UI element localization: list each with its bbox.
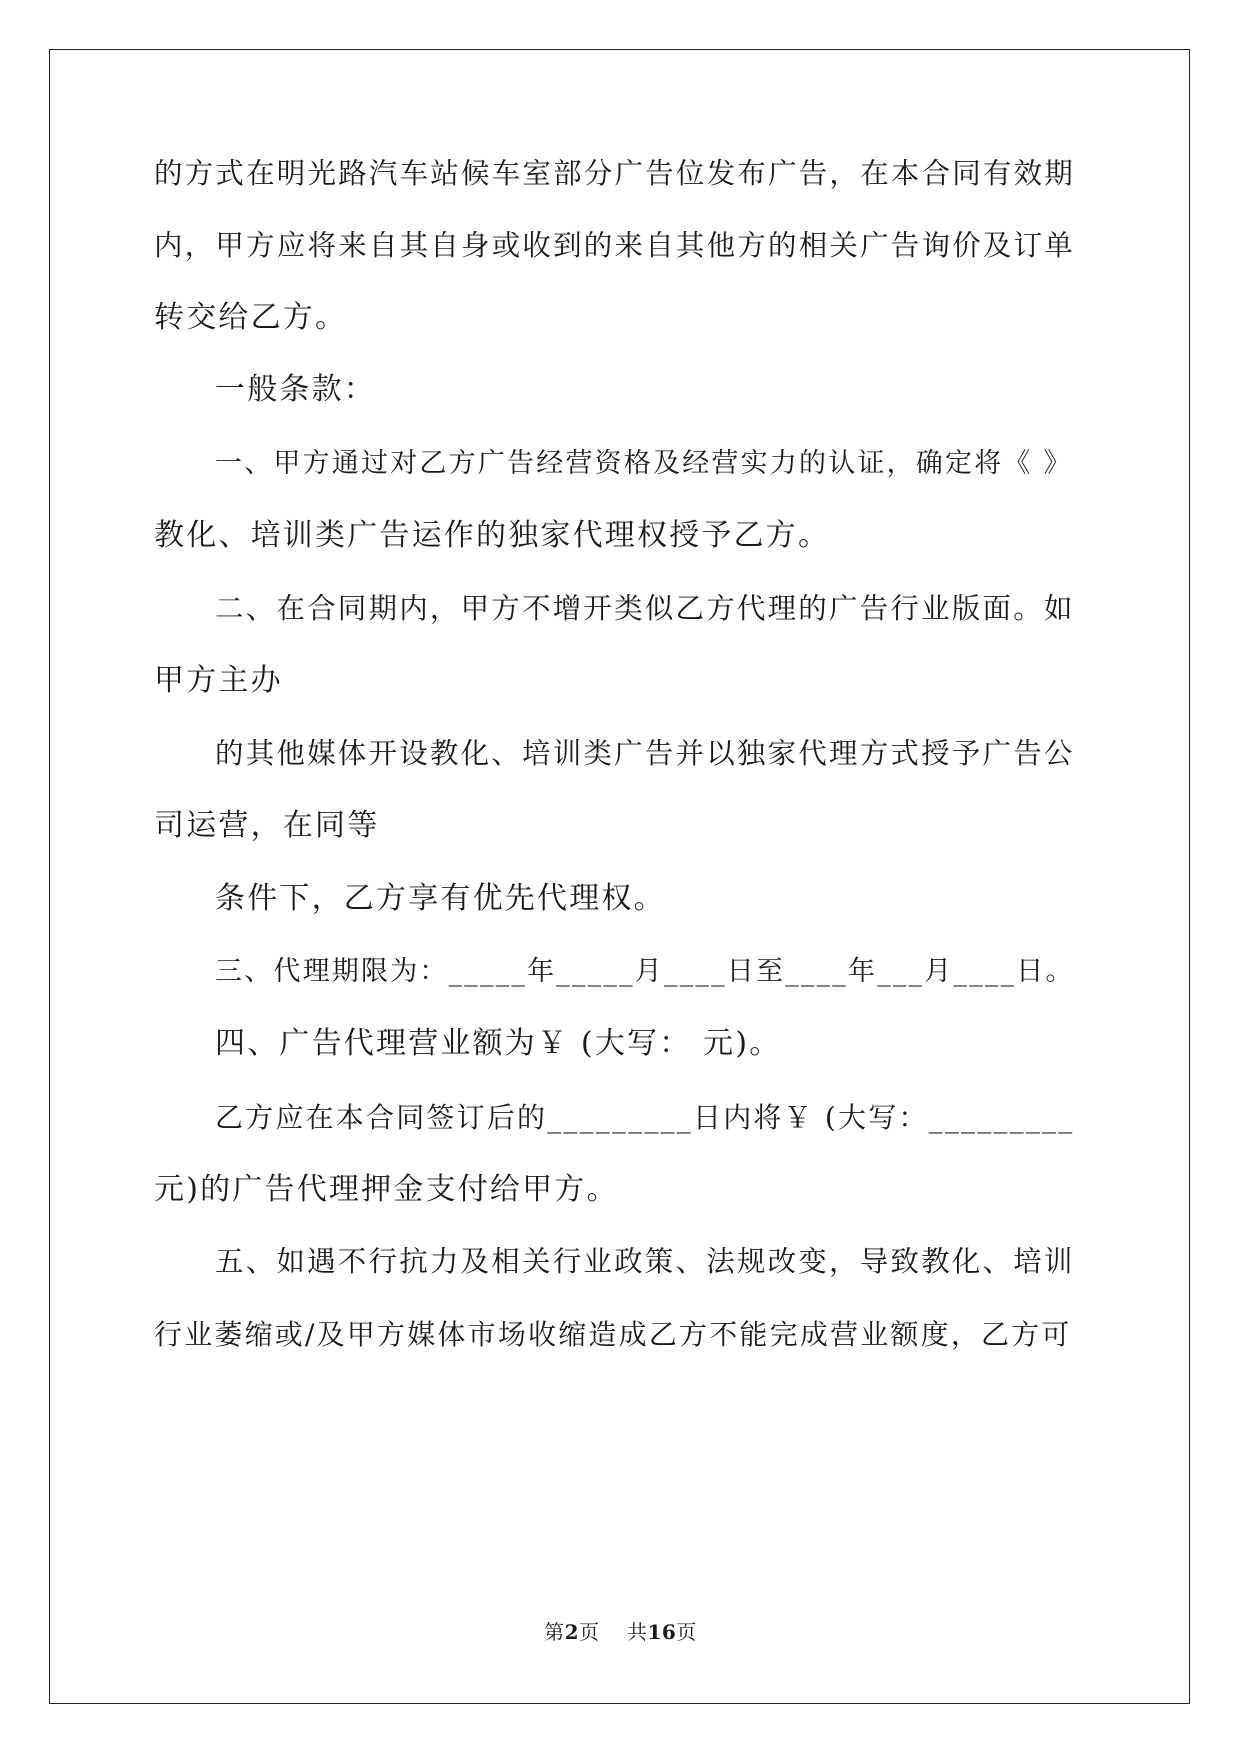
clause-5-line-1: 五、如遇不行抗力及相关行业政策、法规改变，导致教化、培训	[215, 1245, 1075, 1278]
body-line-1: 的方式在明光路汽车站候车室部分广告位发布广告，在本合同有效期	[154, 157, 1076, 190]
footer-total-suffix: 页	[676, 1620, 697, 1644]
page-footer	[0, 1620, 1241, 1644]
footer-prefix: 第	[544, 1620, 565, 1644]
footer-page-suffix: 页	[579, 1620, 600, 1644]
clause-2-line-5: 条件下，乙方享有优先代理权。	[215, 881, 666, 916]
footer-total-pages: 16	[647, 1620, 677, 1644]
deposit-line-1: 乙方应在本合同签订后的_________日内将￥ (大写：_________	[215, 1101, 1075, 1134]
footer-total-prefix: 共	[627, 1620, 648, 1644]
clause-2-line-4: 司运营，在同等	[154, 808, 380, 843]
deposit-line-2: 元)的广告代理押金支付给甲方。	[154, 1172, 619, 1207]
footer-page-number: 2	[564, 1620, 580, 1644]
clause-4-turnover: 四、广告代理营业额为￥ (大写： 元)。	[215, 1026, 782, 1061]
page-border	[49, 49, 1190, 1704]
clause-3-agency-term: 三、代理期限为：_____年_____月____日至____年___月____日。	[215, 956, 1075, 987]
clause-2-line-3: 的其他媒体开设教化、培训类广告并以独家代理方式授予广告公	[215, 737, 1075, 770]
section-heading-general-terms: 一般条款：	[215, 372, 376, 407]
clause-1-line-2: 教化、培训类广告运作的独家代理权授予乙方。	[154, 518, 831, 553]
clause-1-line-1: 一、甲方通过对乙方广告经营资格及经营实力的认证，确定将《 》	[215, 448, 1073, 479]
clause-2-line-1: 二、在合同期内，甲方不增开类似乙方代理的广告行业版面。如	[215, 592, 1075, 625]
body-line-3: 转交给乙方。	[154, 300, 348, 335]
clause-2-line-2: 甲方主办	[154, 663, 283, 698]
body-line-2: 内，甲方应将来自其自身或收到的来自其他方的相关广告询价及订单	[154, 229, 1076, 262]
clause-5-line-2: 行业萎缩或/及甲方媒体市场收缩造成乙方不能完成营业额度，乙方可	[154, 1318, 1072, 1351]
